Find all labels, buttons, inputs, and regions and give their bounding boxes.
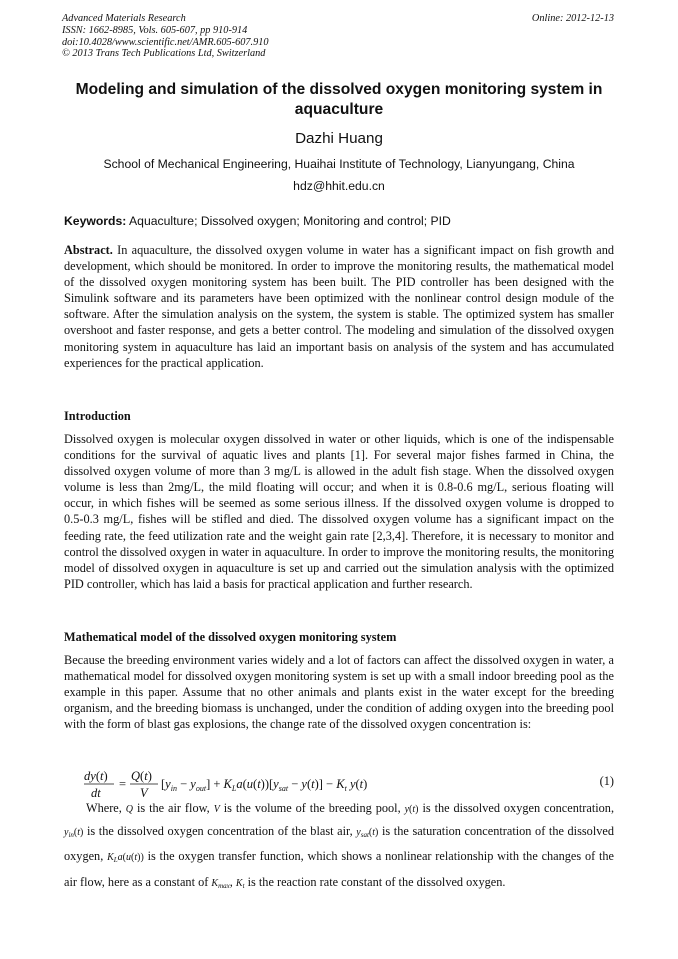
journal-name: Advanced Materials Research	[62, 13, 186, 24]
equation-number: (1)	[599, 774, 614, 788]
abstract-text: In aquaculture, the dissolved oxygen volume in water has a significant impact on fish growth and development, which should be monitored. In order to improve the monitoring results, the mathematical model of the dissolved oxygen monitoring system has been built. The PID controller has been designed with the Simulink software and its parameters have been optimized with the nonlinear control design module of the software. After the simulation analysis on the system, the system is stable. The optimized system has smaller overshoot and faster response, and gets a better control. The modeling and simulation of the dissolved oxygen monitoring system in aquaculture has laid an important basis on analysis of the system and has accumulated experiences for the practical application.	[64, 243, 614, 370]
intro-heading: Introduction	[64, 409, 131, 423]
equation-1	[84, 768, 614, 802]
affiliation: School of Mechanical Engineering, Huaihai Institute of Technology, Lianyungang, China	[103, 157, 575, 171]
copyright-line: © 2013 Trans Tech Publications Ltd, Switzerland	[62, 48, 266, 60]
svg-text:Q(t): Q(t)	[131, 769, 152, 783]
issn-line: ISSN: 1662-8985, Vols. 605-607, pp 910-914	[62, 24, 248, 36]
keywords	[64, 214, 451, 228]
author-name: Dazhi Huang	[295, 130, 383, 147]
author-email[interactable]: hdz@hhit.edu.cn	[293, 179, 385, 193]
svg-text:dt: dt	[91, 786, 101, 800]
svg-text:V: V	[140, 786, 148, 800]
journal-header	[62, 13, 269, 60]
abstract	[64, 242, 614, 371]
model-heading: Mathematical model of the dissolved oxygen monitoring system	[64, 630, 397, 644]
abstract-label: Abstract.	[64, 243, 113, 257]
svg-text:=: =	[119, 777, 127, 791]
model-paragraph: Because the breeding environment varies widely and a lot of factors can affect the dissolved oxygen in water, a mathematical model for dissolved oxygen monitoring system is set up with a small indoor breeding pool as the example in this paper. Assume that no other animals and plants exist in the water except for the breeding organism, and the breeding biomass is unchanged, under the condition of adding oxygen into the breeding pool with the form of blast gas explosions, the change rate of the dissolved oxygen concentration is:	[64, 653, 614, 732]
doi-line: doi:10.4028/www.scientific.net/AMR.605-607.910	[62, 36, 269, 48]
svg-text:dy(t): dy(t)	[84, 769, 108, 783]
title-line-1: Modeling and simulation of the dissolved oxygen monitoring system in	[75, 81, 603, 98]
keywords-label: Keywords:	[64, 214, 127, 228]
keywords-text: Aquaculture; Dissolved oxygen; Monitoring and control; PID	[129, 214, 451, 228]
intro-paragraph: Dissolved oxygen is molecular oxygen dissolved in water or other liquids, which is one of the indispensable conditions for the survival of aquatic lives and plants [1]. For several major fishes farmed in China, the dissolved oxygen volume of more than 3 mg/L is allowed in the adult fish stage. When the dissolved oxygen volume is less than 2mg/L, the mild floating will occur; and when it is 0.8-0.6 mg/L, serious floating will occur, in which fishes will be seemed as some serious illness. If the dissolved oxygen volume is dropped to 0.5-0.3 mg/L, fishes will be stifled and died. The dissolved oxygen volume has a significant impact on the feeding rate, the feed utilization rate and the weight gain rate [2,3,4]. Therefore, it is necessary to monitor and control the dissolved oxygen in water in aquaculture. In order to improve the monitoring results, the monitoring model of dissolved oxygen in aquaculture is set up and carried out the simulation analysis with the optimized PID controller, which has laid a basis for practical application and further research.	[64, 432, 614, 591]
svg-text:[yin − yout] + KLa(u(t))[ysat: $[y_{in} - y_{out}] + K_La(u(t))[y_{sat} - y(t)] - K_t$ y(t)	[161, 777, 368, 793]
online-date: Online: 2012-12-13	[531, 13, 614, 24]
title-line-2: aquaculture	[294, 101, 384, 118]
where-paragraph: Where, Q is the air flow, V is the volume of the breeding pool, y(t) is the dissolved oxygen concentration, $y_{in}(t)$ is the dissolved oxygen concentration of the blast air, $y_{sat}(t)$ is the saturation concentration of the dissolved oxygen, $K_La(u(t))$ is the oxygen transfer function, which shows a nonlinear relationship with the changes of the air flow, here as a constant of $K_{max}$, $K_t$ is the reaction rate constant of the dissolved oxygen.	[64, 801, 615, 890]
paper-title	[50, 80, 628, 120]
